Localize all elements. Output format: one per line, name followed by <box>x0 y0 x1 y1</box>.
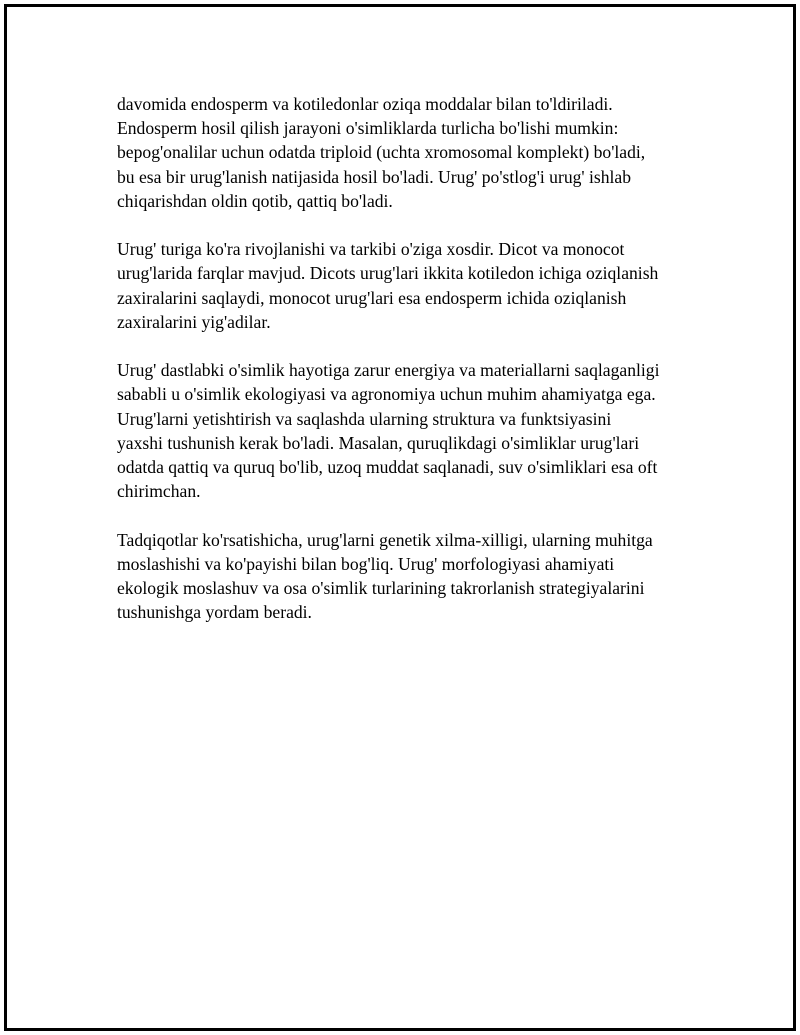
paragraph-line: Endosperm hosil qilish jarayoni o'simliklarda turlicha bo'lishi mumkin: <box>117 118 619 139</box>
paragraph-line: zaxiralarini saqlaydi, monocot urug'lari esa endosperm ichida oziqlanish <box>117 287 627 308</box>
paragraph-line: yaxshi tushunish kerak bo'ladi. Masalan, quruqlikdagi o'simliklar urug'lari <box>117 432 640 453</box>
paragraph-4 <box>117 528 697 625</box>
paragraph-2 <box>117 237 697 334</box>
paragraph-line: Urug' dastlabki o'simlik hayotiga zarur energiya va materiallarni saqlaganligi <box>117 360 660 381</box>
paragraph-line: ekologik moslashuv va osa o'simlik turlarining takrorlanish strategiyalarini <box>117 578 645 599</box>
paragraph-line: odatda qattiq va quruq bo'lib, uzoq muddat saqlanadi, suv o'simliklari esa oft <box>117 457 658 478</box>
paragraph-line: bu esa bir urug'lanish natijasida hosil bo'ladi. Urug' po'stlog'i urug' ishlab <box>117 166 632 187</box>
paragraph-line: bepog'onalilar uchun odatda triploid (uchta xromosomal komplekt) bo'ladi, <box>117 142 646 163</box>
paragraph-line: zaxiralarini yig'adilar. <box>117 311 271 332</box>
paragraph-1 <box>117 92 697 213</box>
paragraph-line: davomida endosperm va kotiledonlar oziqa moddalar bilan to'ldiriladi. <box>117 94 613 114</box>
paragraph-3 <box>117 358 697 503</box>
paragraph-line: moslashishi va ko'payishi bilan bog'liq. Urug' morfologiyasi ahamiyati <box>117 553 615 574</box>
document-body <box>117 92 697 649</box>
paragraph-line: Urug' turiga ko'ra rivojlanishi va tarkibi o'ziga xosdir. Dicot va monocot <box>117 239 625 260</box>
paragraph-line: tushunishga yordam beradi. <box>117 602 312 623</box>
paragraph-line: urug'larida farqlar mavjud. Dicots urug'lari ikkita kotiledon ichiga oziqlanish <box>117 263 659 284</box>
paragraph-line: chiqarishdan oldin qotib, qattiq bo'ladi. <box>117 190 393 211</box>
paragraph-line: chirimchan. <box>117 481 201 502</box>
paragraph-line: Urug'larni yetishtirish va saqlashda ularning struktura va funktsiyasini <box>117 408 612 429</box>
paragraph-line: Tadqiqotlar ko'rsatishicha, urug'larni genetik xilma-xilligi, ularning muhitga <box>117 529 653 550</box>
paragraph-line: sababli u o'simlik ekologiyasi va agronomiya uchun muhim ahamiyatga ega. <box>117 384 656 405</box>
